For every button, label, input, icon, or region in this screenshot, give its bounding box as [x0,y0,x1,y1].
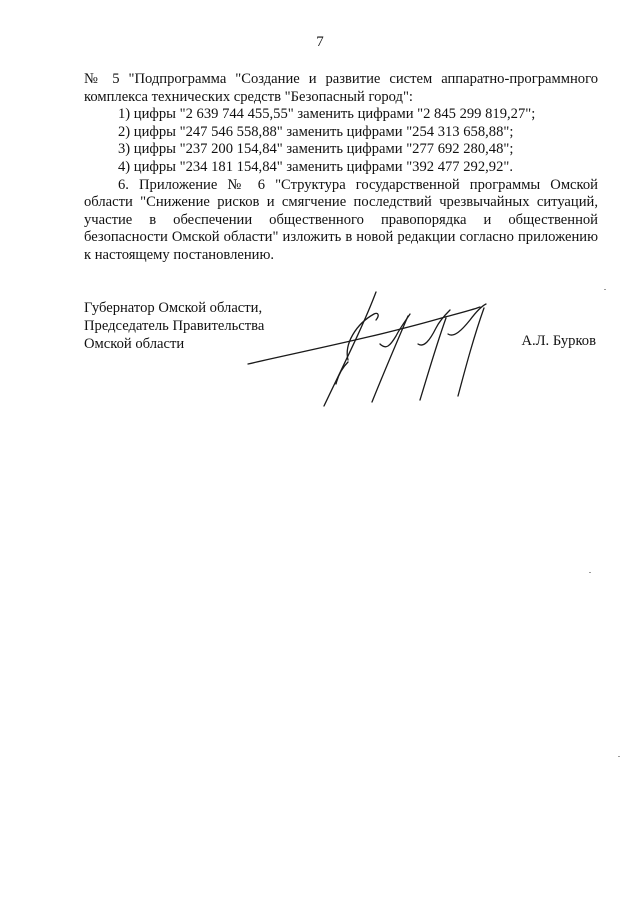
amendment-item-3: 3) цифры "237 200 154,84" заменить цифрами "277 692 280,48"; [118,141,514,158]
paragraph-6: 6. Приложение № 6 "Структура государственной программы Омской области "Снижение рисков и смягчение последствий чрезвычайных ситуаций, участие в обеспечении общественного правопорядка и общественной безопасности Омской области" изложить в новой редакции согласно приложению к настоящему постановлению. [84,176,598,263]
scan-speck [618,756,620,757]
signatory-title-line-1: Губернатор Омской области, [84,300,263,316]
signatory-title-line-2: Председатель Правительства [84,318,265,334]
signer-name: А.Л. Бурков [521,333,596,349]
amendment-item-1: 1) цифры "2 639 744 455,55" заменить цифрами "2 845 299 819,27"; [118,106,536,123]
signatory-title-line-3: Омской области [84,336,185,352]
paragraph-subprogram-5: № 5 "Подпрограмма "Создание и развитие систем аппаратно-программного комплекса технических средств "Безопасный город": [84,71,598,105]
page-number: 7 [316,34,324,50]
handwritten-signature [240,284,500,414]
amendment-item-4: 4) цифры "234 181 154,84" заменить цифрами "392 477 292,92". [118,158,513,175]
document-body [84,71,598,265]
signatory-title [84,299,264,353]
scan-speck [604,289,606,290]
amendment-item-2: 2) цифры "247 546 558,88" заменить цифрами "254 313 658,88"; [118,123,514,140]
scan-speck [589,572,591,573]
